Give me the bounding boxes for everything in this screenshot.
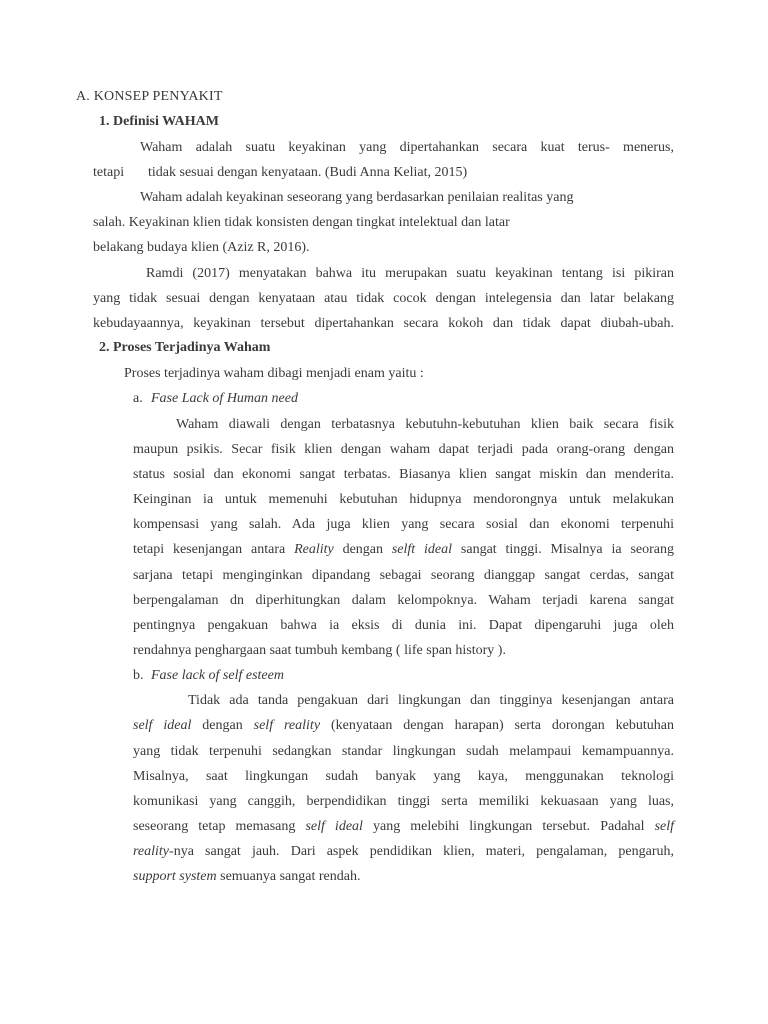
- def-p2-line2: salah. Keyakinan klien tidak konsisten dengan tingkat intelektual dan latar: [93, 215, 510, 230]
- phase-b-line7-seg2: -nya sangat jauh. Dari aspek pendidikan klien, materi, pengalaman, pengaruh,: [169, 844, 674, 859]
- phase-b-line2: [133, 717, 674, 735]
- phase-a-line6: [133, 541, 674, 559]
- phase-b-title: Fase lack of self esteem: [151, 668, 284, 683]
- phase-b-line6: [133, 818, 674, 836]
- section-title: A. KONSEP PENYAKIT: [76, 89, 223, 104]
- def-p2-line1: Waham adalah keyakinan seseorang yang berdasarkan penilaian realitas yang: [140, 190, 574, 205]
- phase-a-line10: rendahnya penghargaan saat tumbuh kembang ( life span history ).: [133, 643, 506, 658]
- phase-a-line9: pentingnya pengakuan bahwa ia eksis di dunia ini. Dapat dipengaruhi juga oleh: [133, 618, 674, 633]
- phase-b-line5: komunikasi yang canggih, berpendidikan tinggi serta memiliki kekuasaan yang luas,: [133, 794, 674, 809]
- phase-b-line1: Tidak ada tanda pengakuan dari lingkungan dan tingginya kesenjangan antara: [188, 693, 674, 708]
- def-p1-line1: Waham adalah suatu keyakinan yang dipertahankan secara kuat terus- menerus,: [140, 140, 674, 155]
- support-system-term: support system: [133, 869, 217, 884]
- phase-b-line6-seg3: yang melebihi lingkungan tersebut. Padahal: [362, 819, 655, 834]
- self-ideal-term: self ideal: [305, 819, 363, 834]
- phase-a-line6-seg5: sangat tinggi. Misalnya ia seorang: [452, 542, 675, 557]
- phase-a-line6-seg3: dengan: [333, 542, 392, 557]
- subsection-2-heading: 2. Proses Terjadinya Waham: [99, 340, 271, 355]
- phase-a-line3: status sosial dan ekonomi sangat terbatas. Biasanya klien sangat miskin dan menderita.: [133, 467, 674, 482]
- reality-term: reality: [133, 844, 170, 859]
- phase-a-line8: berpengalaman dn diperhitungkan dalam kelompoknya. Waham terjadi karena sangat: [133, 593, 674, 608]
- def-p3-line3: kebudayaannya, keyakinan tersebut dipertahankan secara kokoh dan tidak dapat diubah-ubah.: [93, 316, 674, 331]
- phase-a-line4: Keinginan ia untuk memenuhi kebutuhan hidupnya mendorongnya untuk melakukan: [133, 492, 674, 507]
- phase-b-line3: yang tidak terpenuhi sedangkan standar lingkungan sudah melampaui kemampuannya.: [133, 744, 674, 759]
- phase-b-marker: b.: [133, 668, 144, 683]
- process-intro: Proses terjadinya waham dibagi menjadi enam yaitu :: [124, 366, 424, 381]
- phase-b-line4: Misalnya, saat lingkungan sudah banyak yang kaya, menggunakan teknologi: [133, 769, 674, 784]
- phase-b-line2-seg2: dengan: [191, 718, 254, 733]
- subsection-1-heading: 1. Definisi WAHAM: [99, 114, 219, 129]
- phase-a-line5: kompensasi yang salah. Ada juga klien yang secara sosial dan ekonomi terpenuhi: [133, 517, 674, 532]
- phase-b-line2-seg4: (kenyataan dengan harapan) serta dorongan kebutuhan: [320, 718, 674, 733]
- phase-a-line7: sarjana tetapi menginginkan dipandang sebagai seorang dianggap sangat cerdas, sangat: [133, 568, 674, 583]
- phase-b-line8-seg2: semuanya sangat rendah.: [216, 869, 361, 884]
- self-ideal-term: selft ideal: [391, 542, 453, 557]
- def-p1-line2-start: tetapi: [93, 165, 125, 180]
- phase-a-line2: maupun psikis. Secar fisik klien dengan waham dapat terjadi pada orang-orang dengan: [133, 442, 674, 457]
- phase-a-line6-seg1: tetapi kesenjangan antara: [133, 542, 295, 557]
- phase-a-line1: Waham diawali dengan terbatasnya kebutuhn-kebutuhan klien baik secara fisik: [176, 417, 674, 432]
- phase-b-line8: [133, 868, 360, 886]
- self-ideal-term: self ideal: [133, 718, 192, 733]
- phase-a-marker: a.: [133, 391, 143, 406]
- phase-b-line7: [133, 843, 674, 861]
- self-term: self: [654, 819, 675, 834]
- phase-a-title: Fase Lack of Human need: [151, 391, 298, 406]
- phase-b-line6-seg1: seseorang tetap memasang: [133, 819, 306, 834]
- def-p3-line1: Ramdi (2017) menyatakan bahwa itu merupakan suatu keyakinan tentang isi pikiran: [146, 266, 674, 281]
- def-p2-line3: belakang budaya klien (Aziz R, 2016).: [93, 240, 310, 255]
- self-reality-term: self reality: [253, 718, 321, 733]
- def-p1-line2-rest: tidak sesuai dengan kenyataan. (Budi Anna Keliat, 2015): [148, 165, 468, 180]
- reality-term: Reality: [294, 542, 334, 557]
- def-p3-line2: yang tidak sesuai dengan kenyataan atau tidak cocok dengan intelegensia dan latar belakang: [93, 291, 674, 306]
